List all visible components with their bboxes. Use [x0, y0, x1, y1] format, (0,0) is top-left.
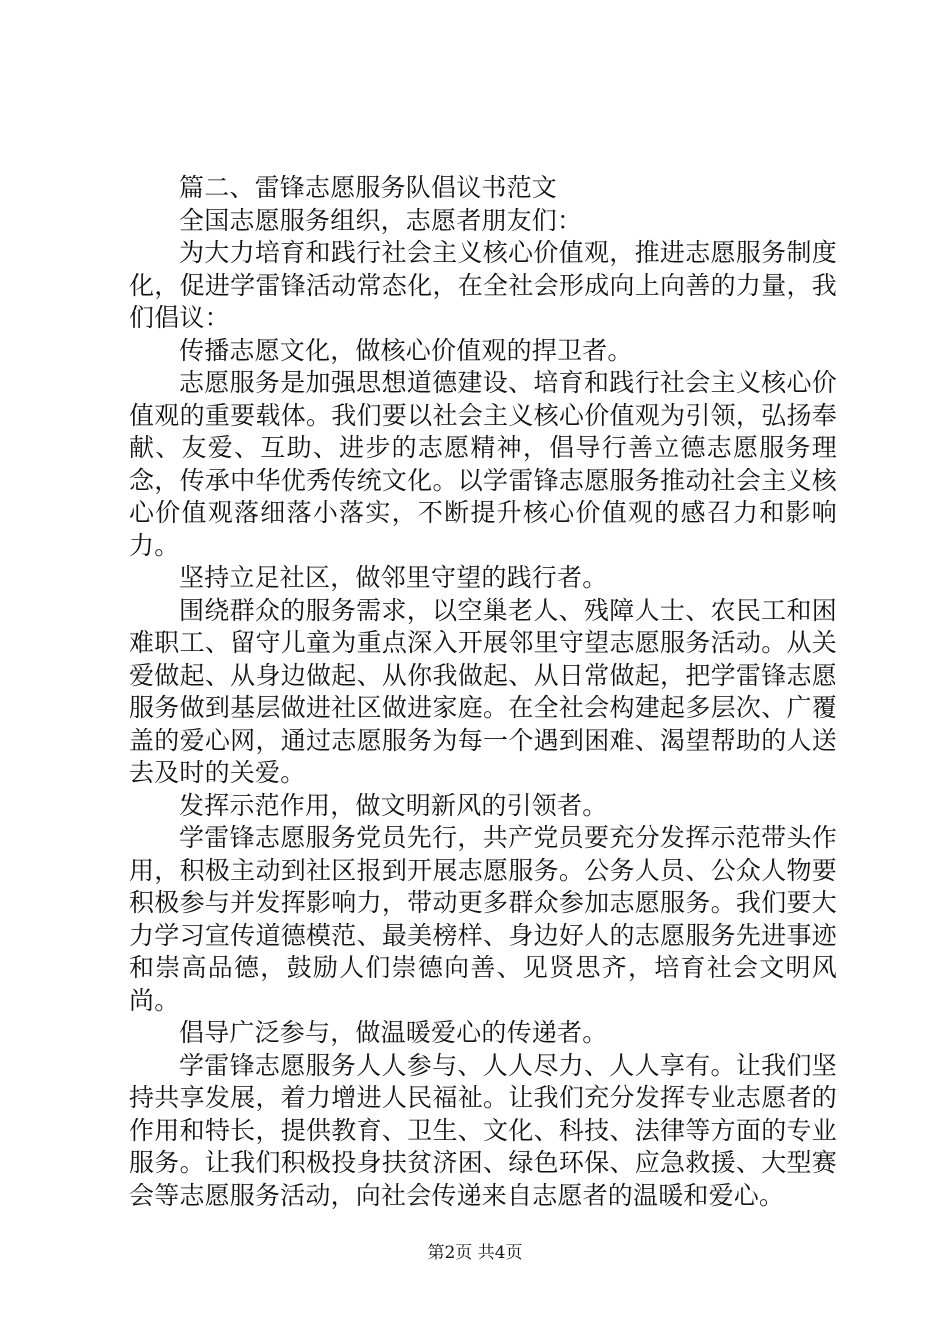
intro-paragraph: 为大力培育和践行社会主义核心价值观，推进志愿服务制度化，促进学雷锋活动常态化，在全社会形成向上向善的力量，我们倡议：: [129, 238, 837, 332]
section-heading-2: 坚持立足社区，做邻里守望的践行者。: [179, 563, 608, 592]
document-title: 篇二、雷锋志愿服务队倡议书范文: [179, 173, 558, 202]
section-heading-4: 倡导广泛参与，做温暖爱心的传递者。: [179, 1018, 608, 1047]
section-heading-1: 传播志愿文化，做核心价值观的捍卫者。: [179, 335, 633, 365]
section-body-1: 志愿服务是加强思想道德建设、培育和践行社会主义核心价值观的重要载体。我们要以社会主义核心价值观为引领，弘扬奉献、友爱、互助、进步的志愿精神，倡导行善立德志愿服务理念，传承中华优秀传统文化。以学雷锋志愿服务推动社会主义核心价值观落细落小落实，不断提升核心价值观的感召力和影响力。: [129, 368, 837, 560]
document-body: [129, 172, 837, 1212]
section-body-2: 围绕群众的服务需求，以空巢老人、残障人士、农民工和困难职工、留守儿童为重点深入开展邻里守望志愿服务活动。从关爱做起、从身边做起、从你我做起、从日常做起，把学雷锋志愿服务做到基层做进社区做进家庭。在全社会构建起多层次、广覆盖的爱心网，通过志愿服务为每一个遇到困难、渴望帮助的人送去及时的关爱。: [129, 595, 837, 787]
page-number-footer: 第2页 共4页: [427, 1243, 523, 1263]
section-body-3: 学雷锋志愿服务党员先行，共产党员要充分发挥示范带头作用，积极主动到社区报到开展志愿服务。公务人员、公众人物要积极参与并发挥影响力，带动更多群众参加志愿服务。我们要大力学习宣传道德模范、最美榜样、身边好人的志愿服务先进事迹和崇高品德，鼓励人们崇德向善、见贤思齐，培育社会文明风尚。: [129, 823, 837, 1015]
section-heading-3: 发挥示范作用，做文明新风的引领者。: [179, 790, 608, 820]
section-body-4: 学雷锋志愿服务人人参与、人人尽力、人人享有。让我们坚持共享发展，着力增进人民福祉。让我们充分发挥专业志愿者的作用和特长，提供教育、卫生、文化、科技、法律等方面的专业服务。让我们积极投身扶贫济困、绿色环保、应急救援、大型赛会等志愿服务活动，向社会传递来自志愿者的温暖和爱心。: [129, 1050, 837, 1210]
salutation: 全国志愿服务组织，志愿者朋友们：: [179, 205, 583, 235]
